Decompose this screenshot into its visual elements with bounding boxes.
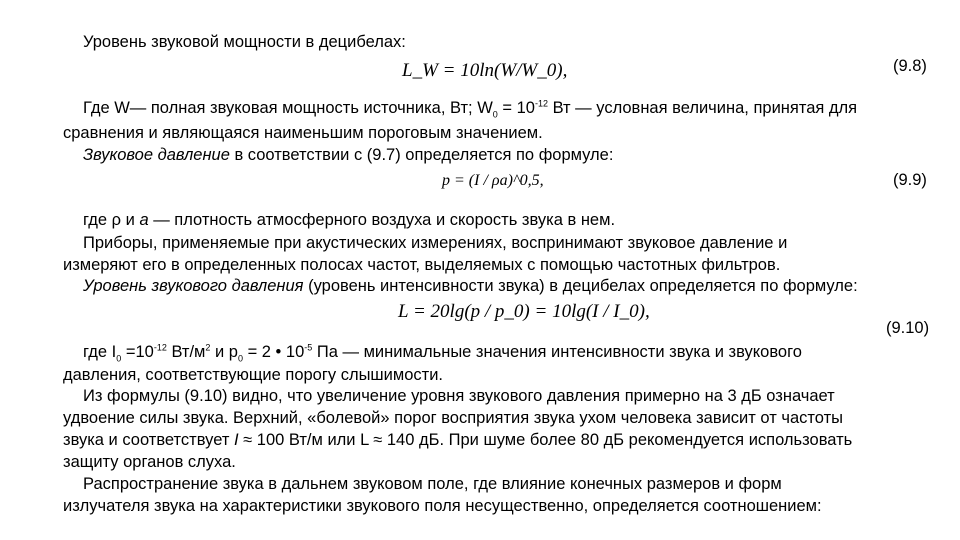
paragraph-instruments-line2: измеряют его в определенных полосах частот, выделяемых с помощью частотных фильтров. [63, 256, 781, 274]
formula-9-9-text: p = (I / ρa)^0,5, [442, 172, 544, 189]
text: в соответствии с (9.7) определяется по формуле: [229, 146, 614, 164]
paragraph-pressure-level [83, 276, 858, 297]
text: и р [210, 343, 238, 361]
symbol-i: I [233, 431, 239, 449]
formula-9-8 [402, 60, 567, 82]
subscript: 0 [492, 109, 498, 120]
term-sound-pressure: Звуковое давление [83, 146, 230, 164]
paragraph-power-level: Уровень звуковой мощности в децибелах: [83, 33, 406, 51]
paragraph-instruments-line1: Приборы, применяемые при акустических измерениях, воспринимают звуковое давление и [83, 234, 788, 252]
equation-number-9-8: (9.8) [893, 57, 927, 75]
superscript: -12 [153, 342, 167, 353]
paragraph-rho-a [83, 210, 615, 231]
paragraph-where-w-line2: сравнения и являющаяся наименьшим пороговым значением. [63, 124, 543, 142]
text: ≈ 100 Вт/м или L ≈ 140 дБ. При шуме более 80 дБ рекомендуется использовать [238, 431, 853, 449]
symbol-a: а [139, 211, 149, 229]
paragraph-sound-pressure [83, 145, 613, 166]
paragraph-where-w-line1 [83, 98, 857, 119]
text: = 2 • 10 [242, 343, 305, 361]
formula-9-10-text: L = 20lg(p / p_0) = 10lg(I / I_0), [398, 301, 650, 322]
text: где I [83, 343, 117, 361]
paragraph-propagation-line1: Распространение звука в дальнем звуковом поле, где влияние конечных размеров и форм [83, 475, 782, 493]
equation-number-9-10: (9.10) [886, 319, 930, 337]
formula-9-9 [442, 172, 544, 190]
paragraph-formula-conclusion-line4: защиту органов слуха. [63, 453, 236, 471]
text: Па — минимальные значения интенсивности звука и звукового [312, 343, 802, 361]
text: = 10 [497, 99, 535, 117]
text: =10 [121, 343, 154, 361]
paragraph-formula-conclusion-line3 [63, 430, 852, 451]
paragraph-i0-p0-line2: давления, соответствующие порогу слышимости. [63, 366, 444, 384]
term-pressure-level: Уровень звукового давления [83, 277, 304, 295]
superscript: -12 [534, 98, 548, 109]
text: — плотность атмосферного воздуха и скорость звука в нем. [148, 211, 616, 229]
paragraph-i0-p0-line1 [83, 342, 802, 363]
paragraph-formula-conclusion-line2: удвоение силы звука. Верхний, «болевой» порог восприятия звука ухом человека зависит от частоты [63, 409, 843, 427]
text: Вт/м [166, 343, 206, 361]
superscript: -5 [304, 342, 313, 353]
text: Вт — условная величина, принятая для [547, 99, 858, 117]
paragraph-propagation-line2: излучателя звука на характеристики звукового поля несущественно, определяется соотношением: [63, 497, 822, 515]
subscript: 0 [116, 353, 122, 364]
text: Где W— полная звуковая мощность источника, Вт; W [83, 99, 493, 117]
text: звука и соответствует [63, 431, 234, 449]
formula-9-10 [398, 301, 650, 323]
formula-9-8-text: L_W = 10ln(W/W_0), [402, 60, 568, 81]
paragraph-formula-conclusion-line1: Из формулы (9.10) видно, что увеличение уровня звукового давления примерно на 3 дБ означает [83, 387, 835, 405]
equation-number-9-9: (9.9) [893, 171, 927, 189]
subscript: 0 [237, 353, 243, 364]
text: где ρ и [83, 211, 140, 229]
text: (уровень интенсивности звука) в децибелах определяется по формуле: [303, 277, 858, 295]
superscript: 2 [205, 342, 211, 353]
